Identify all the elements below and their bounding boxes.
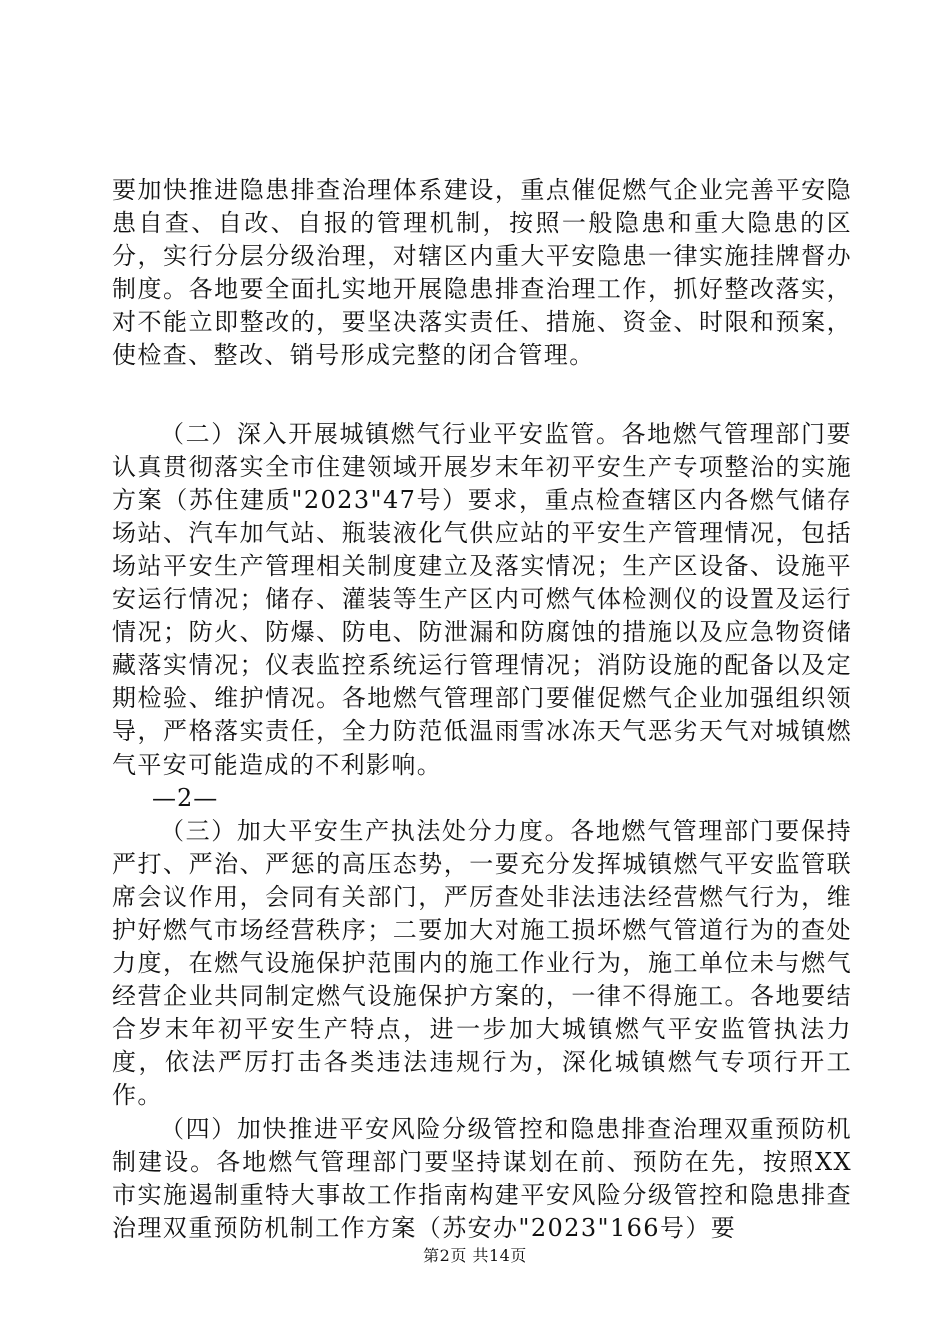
document-body (112, 174, 852, 1245)
inline-page-number: —2— (152, 783, 219, 812)
paragraph-section-four: （四）加快推进平安风险分级管控和隐患排查治理双重预防机制建设。各地燃气管理部门要坚持谋划在前、预防在先，按照XX市实施遏制重特大事故工作指南构建平安风险分级管控和隐患排查治理双重预防机制工作方案（苏安办"2023"166号）要 (112, 1114, 852, 1242)
paragraph-section-two: （二）深入开展城镇燃气行业平安监管。各地燃气管理部门要认真贯彻落实全市住建领域开展岁末年初平安生产专项整治的实施方案（苏住建质"2023"47号）要求，重点检查辖区内各燃气储存场站、汽车加气站、瓶装液化气供应站的平安生产管理情况，包括场站平安生产管理相关制度建立及落实情况；生产区设备、设施平安运行情况；储存、灌装等生产区内可燃气体检测仪的设置及运行情况；防火、防爆、防电、防泄漏和防腐蚀的措施以及应急物资储藏落实情况；仪表监控系统运行管理情况；消防设施的配备以及定期检验、维护情况。各地燃气管理部门要催促燃气企业加强组织领导，严格落实责任，全力防范低温雨雪冰冻天气恶劣天气对城镇燃气平安可能造成的不利影响。 (112, 419, 852, 779)
paragraph-hidden-danger-governance: 要加快推进隐患排查治理体系建设，重点催促燃气企业完善平安隐患自查、自改、自报的管理机制，按照一般隐患和重大隐患的区分，实行分层分级治理，对辖区内重大平安隐患一律实施挂牌督办制度。各地要全面扎实地开展隐患排查治理工作，抓好整改落实，对不能立即整改的，要坚决落实责任、措施、资金、时限和预案，使检查、整改、销号形成完整的闭合管理。 (112, 176, 852, 370)
paragraph-spacer (112, 373, 852, 418)
paragraph-section-three: （三）加大平安生产执法处分力度。各地燃气管理部门要保持严打、严治、严惩的高压态势，一要充分发挥城镇燃气平安监管联席会议作用，会同有关部门，严厉查处非法违法经营燃气行为，维护好燃气市场经营秩序；二要加大对施工损坏燃气管道行为的查处力度，在燃气设施保护范围内的施工作业行为，施工单位未与燃气经营企业共同制定燃气设施保护方案的，一律不得施工。各地要结合岁末年初平安生产特点，进一步加大城镇燃气平安监管执法力度，依法严厉打击各类违法违规行为，深化城镇燃气专项行开工作。 (112, 816, 852, 1110)
page-footer: 第2页 共14页 (423, 1246, 527, 1265)
